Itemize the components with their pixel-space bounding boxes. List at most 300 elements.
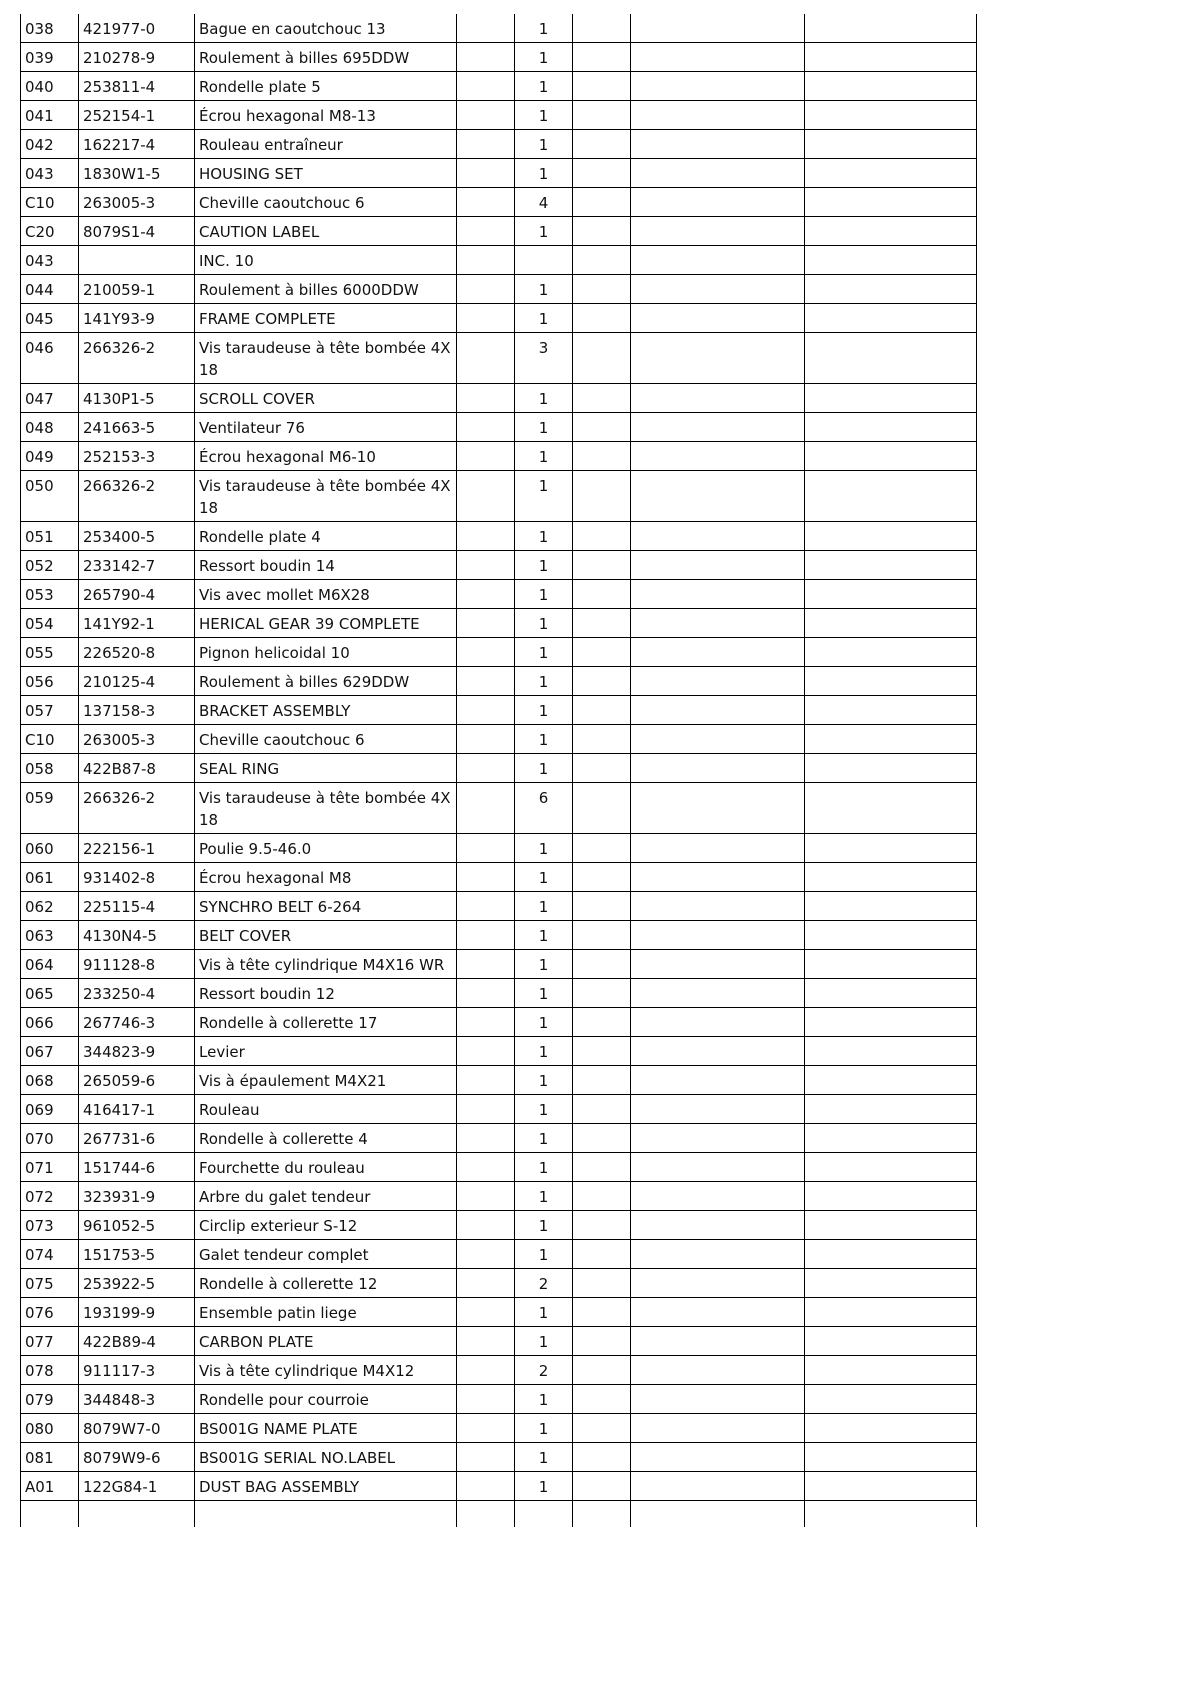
- blank-cell: [805, 384, 977, 413]
- blank-cell: [457, 1008, 515, 1037]
- blank-cell: [805, 159, 977, 188]
- table-row: [21, 1269, 977, 1298]
- description-cell: Bague en caoutchouc 13: [195, 14, 457, 43]
- blank-cell: [805, 1298, 977, 1327]
- blank-cell: [631, 667, 805, 696]
- blank-cell: [805, 696, 977, 725]
- part-number-cell: [79, 1501, 195, 1527]
- item-number-cell: 061: [21, 863, 79, 892]
- blank-cell: [573, 551, 631, 580]
- part-number-cell: 162217-4: [79, 130, 195, 159]
- blank-cell: [457, 892, 515, 921]
- description-cell: Écrou hexagonal M8: [195, 863, 457, 892]
- quantity-cell: 1: [515, 14, 573, 43]
- quantity-cell: 1: [515, 1414, 573, 1443]
- table-row: [21, 159, 977, 188]
- part-number-cell: 422B89-4: [79, 1327, 195, 1356]
- quantity-cell: 1: [515, 471, 573, 522]
- quantity-cell: 1: [515, 725, 573, 754]
- item-number-cell: C20: [21, 217, 79, 246]
- table-row: [21, 950, 977, 979]
- part-number-cell: 253811-4: [79, 72, 195, 101]
- item-number-cell: 048: [21, 413, 79, 442]
- blank-cell: [573, 1356, 631, 1385]
- table-row: [21, 1501, 977, 1527]
- part-number-cell: 4130N4-5: [79, 921, 195, 950]
- item-number-cell: 041: [21, 101, 79, 130]
- quantity-cell: [515, 246, 573, 275]
- blank-cell: [573, 892, 631, 921]
- table-row: [21, 783, 977, 834]
- quantity-cell: 4: [515, 188, 573, 217]
- description-cell: BS001G NAME PLATE: [195, 1414, 457, 1443]
- blank-cell: [631, 14, 805, 43]
- item-number-cell: 063: [21, 921, 79, 950]
- blank-cell: [457, 863, 515, 892]
- blank-cell: [457, 1356, 515, 1385]
- blank-cell: [457, 1240, 515, 1269]
- blank-cell: [457, 1153, 515, 1182]
- blank-cell: [805, 1066, 977, 1095]
- blank-cell: [805, 413, 977, 442]
- blank-cell: [457, 217, 515, 246]
- blank-cell: [805, 725, 977, 754]
- part-number-cell: 253922-5: [79, 1269, 195, 1298]
- description-cell: Ressort boudin 14: [195, 551, 457, 580]
- blank-cell: [573, 217, 631, 246]
- description-cell: Vis taraudeuse à tête bombée 4X 18: [195, 471, 457, 522]
- item-number-cell: 073: [21, 1211, 79, 1240]
- blank-cell: [805, 979, 977, 1008]
- blank-cell: [631, 783, 805, 834]
- blank-cell: [805, 1211, 977, 1240]
- table-row: [21, 580, 977, 609]
- blank-cell: [805, 1153, 977, 1182]
- table-row: [21, 1298, 977, 1327]
- blank-cell: [457, 1269, 515, 1298]
- item-number-cell: 069: [21, 1095, 79, 1124]
- blank-cell: [457, 1124, 515, 1153]
- quantity-cell: 2: [515, 1356, 573, 1385]
- blank-cell: [457, 638, 515, 667]
- part-number-cell: 141Y93-9: [79, 304, 195, 333]
- quantity-cell: 1: [515, 551, 573, 580]
- quantity-cell: 1: [515, 101, 573, 130]
- blank-cell: [631, 1037, 805, 1066]
- quantity-cell: [515, 1501, 573, 1527]
- blank-cell: [457, 725, 515, 754]
- description-cell: Roulement à billes 6000DDW: [195, 275, 457, 304]
- quantity-cell: 1: [515, 1472, 573, 1501]
- table-row: [21, 754, 977, 783]
- blank-cell: [631, 1153, 805, 1182]
- blank-cell: [631, 471, 805, 522]
- description-cell: Rouleau entraîneur: [195, 130, 457, 159]
- blank-cell: [631, 1472, 805, 1501]
- blank-cell: [457, 1385, 515, 1414]
- item-number-cell: 053: [21, 580, 79, 609]
- table-row: [21, 892, 977, 921]
- table-row: [21, 1240, 977, 1269]
- description-cell: HERICAL GEAR 39 COMPLETE: [195, 609, 457, 638]
- table-row: [21, 442, 977, 471]
- item-number-cell: 071: [21, 1153, 79, 1182]
- blank-cell: [573, 1066, 631, 1095]
- quantity-cell: 1: [515, 1037, 573, 1066]
- blank-cell: [573, 1240, 631, 1269]
- blank-cell: [573, 1472, 631, 1501]
- part-number-cell: 241663-5: [79, 413, 195, 442]
- description-cell: SCROLL COVER: [195, 384, 457, 413]
- blank-cell: [805, 246, 977, 275]
- part-number-cell: 265790-4: [79, 580, 195, 609]
- blank-cell: [573, 725, 631, 754]
- blank-cell: [573, 1414, 631, 1443]
- blank-cell: [573, 1269, 631, 1298]
- description-cell: Écrou hexagonal M6-10: [195, 442, 457, 471]
- table-row: [21, 834, 977, 863]
- item-number-cell: 066: [21, 1008, 79, 1037]
- table-row: [21, 1356, 977, 1385]
- part-number-cell: 931402-8: [79, 863, 195, 892]
- blank-cell: [805, 1182, 977, 1211]
- description-cell: INC. 10: [195, 246, 457, 275]
- blank-cell: [457, 580, 515, 609]
- part-number-cell: 344848-3: [79, 1385, 195, 1414]
- table-row: [21, 304, 977, 333]
- blank-cell: [805, 950, 977, 979]
- quantity-cell: 1: [515, 72, 573, 101]
- part-number-cell: 122G84-1: [79, 1472, 195, 1501]
- blank-cell: [457, 471, 515, 522]
- description-cell: BELT COVER: [195, 921, 457, 950]
- blank-cell: [573, 1501, 631, 1527]
- blank-cell: [805, 14, 977, 43]
- blank-cell: [631, 754, 805, 783]
- blank-cell: [573, 863, 631, 892]
- blank-cell: [805, 1008, 977, 1037]
- blank-cell: [573, 159, 631, 188]
- blank-cell: [457, 783, 515, 834]
- blank-cell: [573, 101, 631, 130]
- blank-cell: [573, 696, 631, 725]
- blank-cell: [573, 979, 631, 1008]
- blank-cell: [457, 667, 515, 696]
- blank-cell: [457, 275, 515, 304]
- description-cell: Cheville caoutchouc 6: [195, 725, 457, 754]
- description-cell: DUST BAG ASSEMBLY: [195, 1472, 457, 1501]
- description-cell: Arbre du galet tendeur: [195, 1182, 457, 1211]
- blank-cell: [631, 159, 805, 188]
- description-cell: BS001G SERIAL NO.LABEL: [195, 1443, 457, 1472]
- blank-cell: [457, 921, 515, 950]
- blank-cell: [631, 551, 805, 580]
- description-cell: [195, 1501, 457, 1527]
- item-number-cell: 059: [21, 783, 79, 834]
- item-number-cell: 062: [21, 892, 79, 921]
- blank-cell: [631, 696, 805, 725]
- item-number-cell: 042: [21, 130, 79, 159]
- item-number-cell: 067: [21, 1037, 79, 1066]
- part-number-cell: 193199-9: [79, 1298, 195, 1327]
- blank-cell: [805, 217, 977, 246]
- blank-cell: [631, 1182, 805, 1211]
- table-row: [21, 14, 977, 43]
- table-row: [21, 101, 977, 130]
- item-number-cell: 051: [21, 522, 79, 551]
- blank-cell: [573, 442, 631, 471]
- blank-cell: [805, 188, 977, 217]
- description-cell: Roulement à billes 695DDW: [195, 43, 457, 72]
- blank-cell: [573, 14, 631, 43]
- blank-cell: [805, 1240, 977, 1269]
- table-row: [21, 1443, 977, 1472]
- item-number-cell: 038: [21, 14, 79, 43]
- blank-cell: [457, 101, 515, 130]
- table-row: [21, 217, 977, 246]
- quantity-cell: 1: [515, 1066, 573, 1095]
- blank-cell: [631, 1124, 805, 1153]
- blank-cell: [457, 834, 515, 863]
- item-number-cell: 080: [21, 1414, 79, 1443]
- description-cell: Ventilateur 76: [195, 413, 457, 442]
- description-cell: CARBON PLATE: [195, 1327, 457, 1356]
- blank-cell: [631, 188, 805, 217]
- blank-cell: [631, 580, 805, 609]
- quantity-cell: 1: [515, 384, 573, 413]
- blank-cell: [805, 1095, 977, 1124]
- item-number-cell: 076: [21, 1298, 79, 1327]
- blank-cell: [457, 1414, 515, 1443]
- table-row: [21, 275, 977, 304]
- quantity-cell: 1: [515, 696, 573, 725]
- table-row: [21, 1327, 977, 1356]
- part-number-cell: 226520-8: [79, 638, 195, 667]
- item-number-cell: 040: [21, 72, 79, 101]
- item-number-cell: 081: [21, 1443, 79, 1472]
- blank-cell: [631, 638, 805, 667]
- description-cell: BRACKET ASSEMBLY: [195, 696, 457, 725]
- part-number-cell: 151744-6: [79, 1153, 195, 1182]
- quantity-cell: 1: [515, 1443, 573, 1472]
- description-cell: SYNCHRO BELT 6-264: [195, 892, 457, 921]
- quantity-cell: 1: [515, 667, 573, 696]
- item-number-cell: 074: [21, 1240, 79, 1269]
- blank-cell: [457, 384, 515, 413]
- blank-cell: [805, 1037, 977, 1066]
- blank-cell: [573, 1211, 631, 1240]
- description-cell: Vis taraudeuse à tête bombée 4X 18: [195, 783, 457, 834]
- blank-cell: [805, 783, 977, 834]
- quantity-cell: 1: [515, 1240, 573, 1269]
- blank-cell: [631, 979, 805, 1008]
- blank-cell: [457, 14, 515, 43]
- blank-cell: [805, 667, 977, 696]
- blank-cell: [805, 638, 977, 667]
- quantity-cell: 1: [515, 130, 573, 159]
- blank-cell: [457, 1298, 515, 1327]
- blank-cell: [457, 979, 515, 1008]
- blank-cell: [573, 130, 631, 159]
- description-cell: Rondelle plate 5: [195, 72, 457, 101]
- description-cell: SEAL RING: [195, 754, 457, 783]
- quantity-cell: 1: [515, 522, 573, 551]
- item-number-cell: 079: [21, 1385, 79, 1414]
- blank-cell: [631, 1211, 805, 1240]
- part-number-cell: 416417-1: [79, 1095, 195, 1124]
- table-row: [21, 522, 977, 551]
- blank-cell: [805, 1414, 977, 1443]
- quantity-cell: 1: [515, 609, 573, 638]
- blank-cell: [573, 1153, 631, 1182]
- item-number-cell: 046: [21, 333, 79, 384]
- item-number-cell: 044: [21, 275, 79, 304]
- part-number-cell: 252154-1: [79, 101, 195, 130]
- quantity-cell: 1: [515, 638, 573, 667]
- parts-list-body: [21, 14, 977, 1527]
- item-number-cell: 060: [21, 834, 79, 863]
- part-number-cell: 233250-4: [79, 979, 195, 1008]
- blank-cell: [457, 950, 515, 979]
- item-number-cell: 056: [21, 667, 79, 696]
- blank-cell: [631, 892, 805, 921]
- table-row: [21, 1414, 977, 1443]
- blank-cell: [805, 43, 977, 72]
- blank-cell: [805, 551, 977, 580]
- part-number-cell: 266326-2: [79, 333, 195, 384]
- item-number-cell: 043: [21, 246, 79, 275]
- part-number-cell: 911117-3: [79, 1356, 195, 1385]
- table-row: [21, 921, 977, 950]
- blank-cell: [805, 1385, 977, 1414]
- item-number-cell: 047: [21, 384, 79, 413]
- table-row: [21, 1008, 977, 1037]
- blank-cell: [805, 130, 977, 159]
- quantity-cell: 1: [515, 442, 573, 471]
- description-cell: Vis taraudeuse à tête bombée 4X 18: [195, 333, 457, 384]
- part-number-cell: 210059-1: [79, 275, 195, 304]
- part-number-cell: 266326-2: [79, 783, 195, 834]
- description-cell: Ressort boudin 12: [195, 979, 457, 1008]
- blank-cell: [573, 188, 631, 217]
- blank-cell: [805, 333, 977, 384]
- description-cell: Rondelle pour courroie: [195, 1385, 457, 1414]
- blank-cell: [631, 1327, 805, 1356]
- blank-cell: [631, 275, 805, 304]
- blank-cell: [573, 1124, 631, 1153]
- quantity-cell: 2: [515, 1269, 573, 1298]
- item-number-cell: 070: [21, 1124, 79, 1153]
- quantity-cell: 1: [515, 950, 573, 979]
- blank-cell: [573, 667, 631, 696]
- description-cell: HOUSING SET: [195, 159, 457, 188]
- quantity-cell: 1: [515, 1298, 573, 1327]
- blank-cell: [631, 442, 805, 471]
- blank-cell: [457, 1443, 515, 1472]
- item-number-cell: 065: [21, 979, 79, 1008]
- item-number-cell: 054: [21, 609, 79, 638]
- table-row: [21, 696, 977, 725]
- item-number-cell: C10: [21, 188, 79, 217]
- table-row: [21, 333, 977, 384]
- blank-cell: [631, 304, 805, 333]
- blank-cell: [457, 1066, 515, 1095]
- blank-cell: [573, 246, 631, 275]
- item-number-cell: 078: [21, 1356, 79, 1385]
- blank-cell: [805, 1443, 977, 1472]
- quantity-cell: 1: [515, 217, 573, 246]
- blank-cell: [573, 1037, 631, 1066]
- quantity-cell: 1: [515, 413, 573, 442]
- blank-cell: [457, 72, 515, 101]
- description-cell: Rondelle à collerette 17: [195, 1008, 457, 1037]
- blank-cell: [631, 1385, 805, 1414]
- blank-cell: [805, 72, 977, 101]
- blank-cell: [631, 333, 805, 384]
- part-number-cell: 265059-6: [79, 1066, 195, 1095]
- table-row: [21, 609, 977, 638]
- blank-cell: [631, 384, 805, 413]
- blank-cell: [631, 1066, 805, 1095]
- item-number-cell: [21, 1501, 79, 1527]
- blank-cell: [457, 609, 515, 638]
- quantity-cell: 6: [515, 783, 573, 834]
- blank-cell: [631, 950, 805, 979]
- blank-cell: [573, 754, 631, 783]
- table-row: [21, 1066, 977, 1095]
- table-row: [21, 1182, 977, 1211]
- quantity-cell: 1: [515, 979, 573, 1008]
- blank-cell: [805, 1269, 977, 1298]
- blank-cell: [805, 580, 977, 609]
- part-number-cell: 344823-9: [79, 1037, 195, 1066]
- blank-cell: [457, 1095, 515, 1124]
- blank-cell: [805, 1356, 977, 1385]
- blank-cell: [805, 609, 977, 638]
- blank-cell: [573, 1095, 631, 1124]
- part-number-cell: 8079W9-6: [79, 1443, 195, 1472]
- quantity-cell: 1: [515, 1095, 573, 1124]
- description-cell: FRAME COMPLETE: [195, 304, 457, 333]
- blank-cell: [631, 1501, 805, 1527]
- part-number-cell: 267746-3: [79, 1008, 195, 1037]
- blank-cell: [457, 188, 515, 217]
- table-row: [21, 863, 977, 892]
- part-number-cell: 263005-3: [79, 725, 195, 754]
- blank-cell: [805, 921, 977, 950]
- blank-cell: [805, 304, 977, 333]
- blank-cell: [457, 1472, 515, 1501]
- part-number-cell: 8079W7-0: [79, 1414, 195, 1443]
- table-row: [21, 246, 977, 275]
- item-number-cell: 045: [21, 304, 79, 333]
- description-cell: Circlip exterieur S-12: [195, 1211, 457, 1240]
- table-row: [21, 1095, 977, 1124]
- description-cell: Ensemble patin liege: [195, 1298, 457, 1327]
- part-number-cell: 141Y92-1: [79, 609, 195, 638]
- blank-cell: [805, 522, 977, 551]
- part-number-cell: 422B87-8: [79, 754, 195, 783]
- blank-cell: [805, 1501, 977, 1527]
- blank-cell: [457, 442, 515, 471]
- quantity-cell: 1: [515, 1327, 573, 1356]
- quantity-cell: 1: [515, 580, 573, 609]
- table-row: [21, 979, 977, 1008]
- quantity-cell: 1: [515, 892, 573, 921]
- table-row: [21, 43, 977, 72]
- quantity-cell: 1: [515, 863, 573, 892]
- part-number-cell: 252153-3: [79, 442, 195, 471]
